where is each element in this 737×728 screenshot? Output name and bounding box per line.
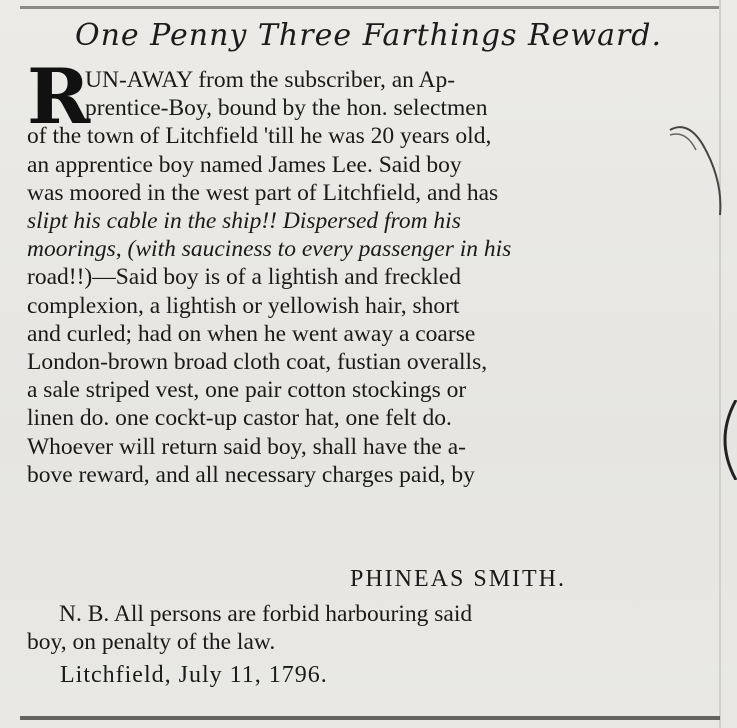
nota-bene — [27, 600, 667, 656]
advertisement-title: One Penny Three Farthings Reward. — [74, 18, 663, 53]
body-line: Whoever will return said boy, shall have the a- — [27, 433, 466, 460]
body-line: slipt his cable in the ship!! Dispersed from his — [27, 208, 461, 235]
drop-cap: R — [27, 52, 91, 141]
body-line: a sale striped vest, one pair cotton stockings or — [27, 377, 467, 404]
body-line: UN-AWAY from the subscriber, an Ap- — [85, 67, 456, 93]
margin-curl-mark — [668, 110, 728, 220]
body-line: an apprentice boy named James Lee. Said boy — [27, 151, 462, 178]
body-line: bove reward, and all necessary charges paid, by — [27, 461, 475, 488]
body-line: was moored in the west part of Litchfield, and has — [27, 179, 499, 206]
body-line: London-brown broad cloth coat, fustian overalls, — [27, 349, 488, 376]
signature: PHINEAS SMITH. — [350, 566, 567, 592]
body-line: and curled; had on when he went away a coarse — [27, 320, 476, 347]
body-line: linen do. one cockt-up castor hat, one felt do. — [27, 405, 452, 432]
body-line: prentice-Boy, bound by the hon. selectmen — [85, 95, 488, 122]
body-line: complexion, a lightish or yellowish hair, short — [27, 292, 460, 319]
edge-ornament — [712, 400, 737, 480]
dateline: Litchfield, July 11, 1796. — [60, 662, 328, 688]
nb-line: N. B. All persons are forbid harbouring said — [59, 601, 473, 627]
top-rule — [20, 6, 720, 9]
body-line: road!!)—Said boy is of a lightish and freckled — [27, 264, 461, 291]
body-line: moorings, (with sauciness to every passenger in his — [27, 236, 512, 263]
body-line: of the town of Litchfield 'till he was 20 years old, — [27, 123, 492, 150]
nb-line: boy, on penalty of the law. — [27, 629, 276, 655]
advertisement-body — [27, 66, 667, 489]
bottom-rule — [20, 716, 720, 720]
